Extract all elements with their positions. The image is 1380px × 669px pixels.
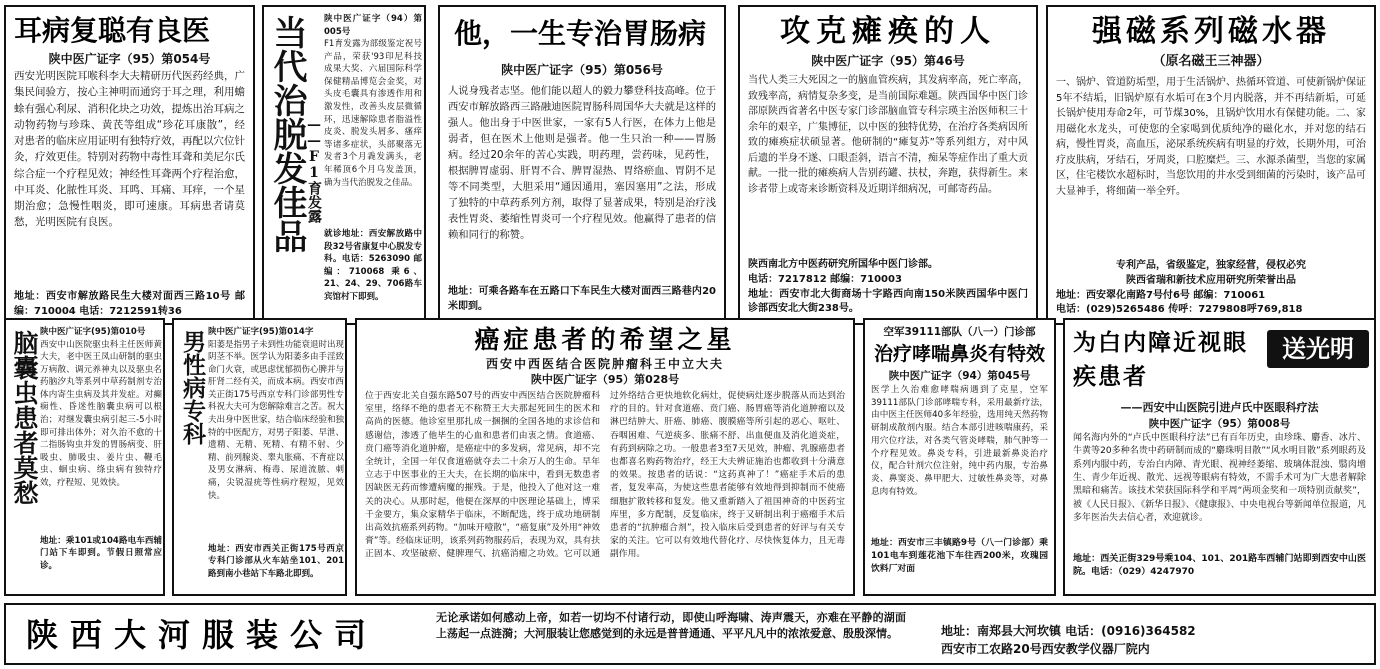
magnet-water-phone: 电话：(029)5265486 传呼：7279808呼769,818 <box>1056 304 1303 316</box>
stomach-title: 他，一生专治胃肠病 <box>448 12 716 56</box>
asthma-body: 医学上久治难愈哮喘病遇到了克星，空军39111部队门诊部哮喘专科，采用最新疗法，由中医主任医师40多年经验，选用纯天然药物研制成散剂内服。结合本部引进咳喘康药，采用穴位疗法，对各类气管炎哮喘，肺气肿等一个疗程见效。鼻炎专科，引进最新鼻炎治疗仪，配合针剂穴位注射，纯中药内服，专治鼻炎、鼻窦炎、鼻甲肥大、过敏性鼻炎等，对鼻息肉有特效。 <box>871 385 1048 497</box>
brain-cyst-ad <box>4 318 165 596</box>
magnet-water-subtitle: （原名磁王三神器） <box>1152 54 1270 69</box>
male-clinic-title: 男性病专科 <box>179 330 206 445</box>
footer-title: 陕西大河服装公司 <box>26 616 379 654</box>
paralysis-title: 攻克瘫痪的人 <box>780 14 996 49</box>
hair-loss-subtitle: ——F1育发露 <box>306 117 322 223</box>
paralysis-cert: 陕中医广证字（95）第46号 <box>811 54 965 68</box>
cataract-ad <box>1063 318 1376 596</box>
cancer-body: 位于西安北关自强东路507号的西安中西医结合医院肿瘤科室里，络绎不绝的患者无不称赞王大夫那起死回生的医术和高尚的医德。他诊室里那扎成一捆捆的全国各地的求诊信和感谢信，渗透了他毕生的心血和患者们由衷之情。食道癌、贲门癌等消化道肿瘤，是癌症中的多发病，常见病，却不完全统计，全国一年仅食道癌就夺去二十余万人的生命。早年立志于中医事业的王大夫，在长期的临床中，看到无数患者因缺医无药而惨遭病魔的摧残。于是，他投入了他对这一难关的决心。从那时起，他便在深厚的中医理论基础上，博采千金要方，集众家精华于临床，不断配选，终于成功地研制出高效抗癌系列药物。“加味开噎散”，“癌复康”及外用“神效膏”等。经临床证明，该系列药物服药后，表现为双，具有扶正固本、攻坚破瘀、健脾理气、抗癌消瘤之功效。它可以通过外络结合更快地软化病灶，促使病灶逐步脱落从而达到治疗的目的。针对食道癌、贲门癌、肠胃癌等消化道肿瘤以及淋巴结肿大、肝癌、肺癌、腹膜癌等所引起的恶心、呕吐、吞咽困难、气逆痰多、胀痛不舒、出血便血及消化道炎症，有药到病除之功。一般患者3至7天见效，肿瘤、乳腺癌患者也都喜名购药物治疗，经王大夫辨证施治也都收到十分满意的效果。按患者的话说：“这药真神了！”癌症手术后的患者，复发率高，为使这些患者能够有效地得到抑制而不使癌细胞扩散转移和复发。他又重新踏入了祖国神奇的中医药宝库里，多方配制，反复临床，终于又研制出利于癌瘤手术后患者的“抗肿瘤合剂”，投入临床后受到患者的好评与有关专家的关注。它可以有效地代替化疗、尽快恢复体力，且无毒副作用。 <box>365 391 845 560</box>
stomach-body: 人说身残者志坚。他们能以超人的毅力攀登科技高峰。位于西安市解放路西三路融迪医院胃肠科周国华大夫就是这样的强人。他出身于中医世家，一家有5人行医，在体力上他是弱者，但在医术上他则是强者。他一生只治一种——胃肠病。经过20余年的苦心实践，明药理，尝药味，见药性，根据脾胃虚弱、肝胃不合、脾胃湿热、胃络瘀血、胃阴不足等不同类型，大胆采用“通因通用，塞因塞用”之法，形成了独特的中草药系列方剂，取得了显著成果，特别是治疗浅表性胃炎、萎缩性胃炎可一个疗程见效。他赢得了患者的信赖和同行的称赞。 <box>448 85 716 241</box>
paralysis-body: 当代人类三大死因之一的脑血管疾病，其发病率高，死亡率高，致残率高，病情复杂多变，是当前国际难题。陕西国华中医门诊部原陕西省著名中医专家门诊部脑血管专科宗瑛主治医师积三十余年的艰辛，广集博征，以中医的独特优势，在治疗各类病因所致的瘫痪症状硕显著。他研制的“瘫复苏”等系列组方，对中风后遗的半身不遂、口眼歪斜，语言不清，痴呆等症作出了重大贡献。一批一批的瘫痪病人告别药罐、扶杖，奔跑，获得新生。来诊者带上或寄来诊断资料及近期详细病况，可邮寄药品。 <box>748 75 1028 195</box>
paralysis-address: 地址：西安市北大街商场十字路西向南150米陕西国华中医门诊部西安北大街238号。 <box>748 288 1028 315</box>
ear-disease-cert: 陕中医广证字（95）第054号 <box>48 52 211 66</box>
ear-disease-title: 耳病复聪有良医 <box>14 14 211 47</box>
male-clinic-cert: 陕中医广证字(95)第014字 <box>208 327 314 337</box>
cataract-badge: 送光明 <box>1267 330 1369 368</box>
male-clinic-ad <box>172 318 347 596</box>
brain-cyst-title: 脑囊虫患者莫愁 <box>10 330 39 505</box>
brain-cyst-body: 西安中山医院驱虫科主任医师黄大夫，老中医王凤山研制的驱虫万病散、调元养神丸以及驱虫名药脑汐丸等系列中草药制剂专治体内寄生虫病及其并发症。对癫痫性、昏迷性脑囊虫病可以根治；对继发囊虫病引起三-5小时即可排出体外；对久治不愈的十二指肠钩虫并发的胃肠病变、肝吸虫、肺吸虫、姜片虫、鞭毛虫、蛔虫病、绦虫病有独特疗效，疗程短、见效快。 <box>40 339 162 488</box>
footer-address-1: 地址：南郑县大河坎镇 电话：(0916)364582 <box>941 624 1196 638</box>
ear-disease-ad <box>4 5 255 325</box>
asthma-address: 地址：西安市三丰镇路9号（八一门诊部）乘101电车到莲花池下车往西200米，攻瑰园饮料厂对面 <box>871 538 1048 575</box>
cancer-subtitle: 西安中西医结合医院肿瘤科王中立大夫 <box>485 357 724 371</box>
hair-loss-body: F1育发露为部级鉴定祝号产品，荣获'93印尼科技成果大奖、六届国际科学保健精品博览会金奖，对头皮毛囊具有渗透作用和激发性，改善头皮层微循环，迅速解除患者脂溢性皮炎、脱发头屑多、瘙痒等诸多症状，头部聚落无发者3个月毳发满头，老年稀顶6个月乌发盖顶，确为当代治脱发之佳品。 <box>324 39 422 188</box>
magnet-water-address: 地址：西安翠化南路7号付6号 邮编：710061 <box>1056 289 1266 301</box>
brain-cyst-cert: 陕中医广证字(95)第010号 <box>40 327 146 337</box>
hair-loss-cert: 陕中医广证字（94）第005号 <box>324 14 422 37</box>
ear-disease-address: 地址：西安市解放路民生大楼对面西三路10号 邮编：710004 电话：7212591转36 <box>14 291 245 317</box>
cancer-title: 癌症患者的希望之星 <box>474 325 736 354</box>
cancer-cert: 陕中医广证字（95）第028号 <box>530 373 680 386</box>
brain-cyst-address: 地址：乘101或104路电车西辅门站下车即到。节假日照常应诊。 <box>40 535 162 571</box>
magnet-water-ad <box>1046 5 1376 325</box>
male-clinic-body: 阳萎是指男子未到性功能衰退时出现阴茎不举。医学认为阳萎多由手淫致命门火衰，或思虑忧郁损伤心脾并与肝肾二经有关，而成本病。西安市西关正街175号西京专科门诊部男性专科祝大夫可为您解除难言之苦。祝大夫出身中医世家，结合临床经验和独特的中医配方，对男子阳萎、早泄、遗精、无精、死精、有精不射、少精、前列腺炎、睾丸胀痛、不育症以及男女淋病、梅毒、尿道流脓、刺痛，尖锐湿疣等性病疗程短，见效快。 <box>208 339 344 501</box>
magnet-water-title: 强磁系列磁水器 <box>1092 14 1330 49</box>
hair-loss-address: 就诊地址：西安解放路中段32号省康复中心脱发专科。电话：5263090 邮编：710068 乘6、21、24、29、706路车宾馆村下即到。 <box>324 229 422 303</box>
stomach-ad <box>438 5 726 325</box>
stomach-cert: 陕中医广证字（95）第056号 <box>501 63 663 77</box>
paralysis-org: 陕西南北方中医药研究所国华中医门诊部。 <box>748 259 938 270</box>
asthma-title: 治疗哮喘鼻炎有特效 <box>873 343 1045 365</box>
footer-address-2: 西安市工农路20号西安教学仪器厂院内 <box>941 642 1150 656</box>
hair-loss-title: 当代治脱发佳品 <box>267 15 307 253</box>
cataract-title: 为白内障近视眼疾患者 <box>1073 329 1248 390</box>
cataract-subtitle: ——西安中山医院引进卢氏中医眼科疗法 <box>1120 401 1319 414</box>
cataract-body: 闻名海内外的“卢氏中医眼科疗法”已有百年历史，由珍珠、麝香、冰片、牛黄等20多种名贵中药研制而成的“麝珠明目散”“风水明目散”系列眼药及系列内服中药，专治白内障、青光眼、视神经萎缩、玻璃体混浊、翳肉增生、青少年近视、散光、远视等眼病有特效，不需手术可为广大患者解除黑暗和痛苦。该技术荣获国际科学和平周“两项金奖和一项特别贡献奖”，被《人民日报》、《新华日报》、《健康报》、中央电视台等新闻单位报道，凡多年医治失去信心者，欢迎就诊。 <box>1073 433 1366 523</box>
ear-disease-body: 西安光明医院耳喉科李大夫精研历代医药经典，广集民间验方，按心主神明而通窍于耳之理，利用蟾蜍有强心利尿、消积化块之功效，提炼出治耳病之动物药物与珍珠、黄芪等组成“珍花耳康散”，经对患者的临床应用证明有独特疗效，再配以穴位针灸，疗效更佳。特别对药物中毒性耳聋和美尼尔氏综合症一个疗程见效；神经性耳聋两个疗程治愈，中耳炎、化脓性耳炎、耳鸣、耳痛、耳痒，一个星期治愈；急慢性咽炎，即可速康。耳病患者请莫愁，光明医院有良医。 <box>14 70 245 229</box>
asthma-header: 空军39111部队（八一）门诊部 <box>883 326 1036 338</box>
asthma-ad <box>863 318 1056 596</box>
male-clinic-address: 地址：西安市西关正街175号西京专科门诊部从火车站坐101、201路到南小巷站下车路北即到。 <box>208 543 344 579</box>
stomach-address: 地址：可乘各路车在五路口下车民生大楼对面西三路巷内20米即到。 <box>448 286 716 312</box>
cataract-cert: 陕中医广证字（95）第008号 <box>1148 418 1291 430</box>
cancer-ad <box>355 318 855 596</box>
magnet-water-org: 陕西省瑞和新技术应用研究所荣誉出品 <box>1126 274 1296 286</box>
magnet-water-features: 专利产品，省级鉴定，独家经营，侵权必究 <box>1116 260 1306 271</box>
magnet-water-body: 一、锅炉、管道防垢型，用于生活锅炉、热循环管道、可使新锅炉保证5年不结垢，旧锅炉原有水垢可在3个月内脱落，并不再结新垢，可延长锅炉使用寿命2年，可节煤30%，且锅炉饮用水有保健功能。二、家用磁化水龙头，可使您的全家喝到优质纯净的磁化水，并对您的结石病，慢性胃炎，高血压，泌尿系统疾病有明显的疗效，长期外用，可治疗皮肤病，牙结石，牙周炎，口腔糜烂。三、水源杀菌型，当您的家属区，住宅楼饮水超标时，当您饮用的井水受到细菌的污染时，该产品可大显神手，将细菌一举全歼。 <box>1056 77 1366 197</box>
hair-loss-ad <box>262 5 426 325</box>
cataract-address: 地址：西关正街329号乘104、101、201路车西辅门站即到西安中山医院。电话：（029）4247970 <box>1073 554 1366 578</box>
paralysis-contact: 电话：7217812 邮编：710003 <box>748 273 902 285</box>
asthma-cert: 陕中医广证字（94）第045号 <box>888 370 1031 382</box>
paralysis-ad <box>738 5 1038 325</box>
footer-banner <box>4 603 1376 665</box>
footer-slogan: 无论承诺如何感动上帝，如若一切均不付诸行动，即使山呼海啸、涛声震天，亦难在平静的湖面上荡起一点涟漪；大河服装让您感觉到的永远是普普通通、平平凡凡中的浓浓爱意、殷殷深情。 <box>436 611 906 640</box>
